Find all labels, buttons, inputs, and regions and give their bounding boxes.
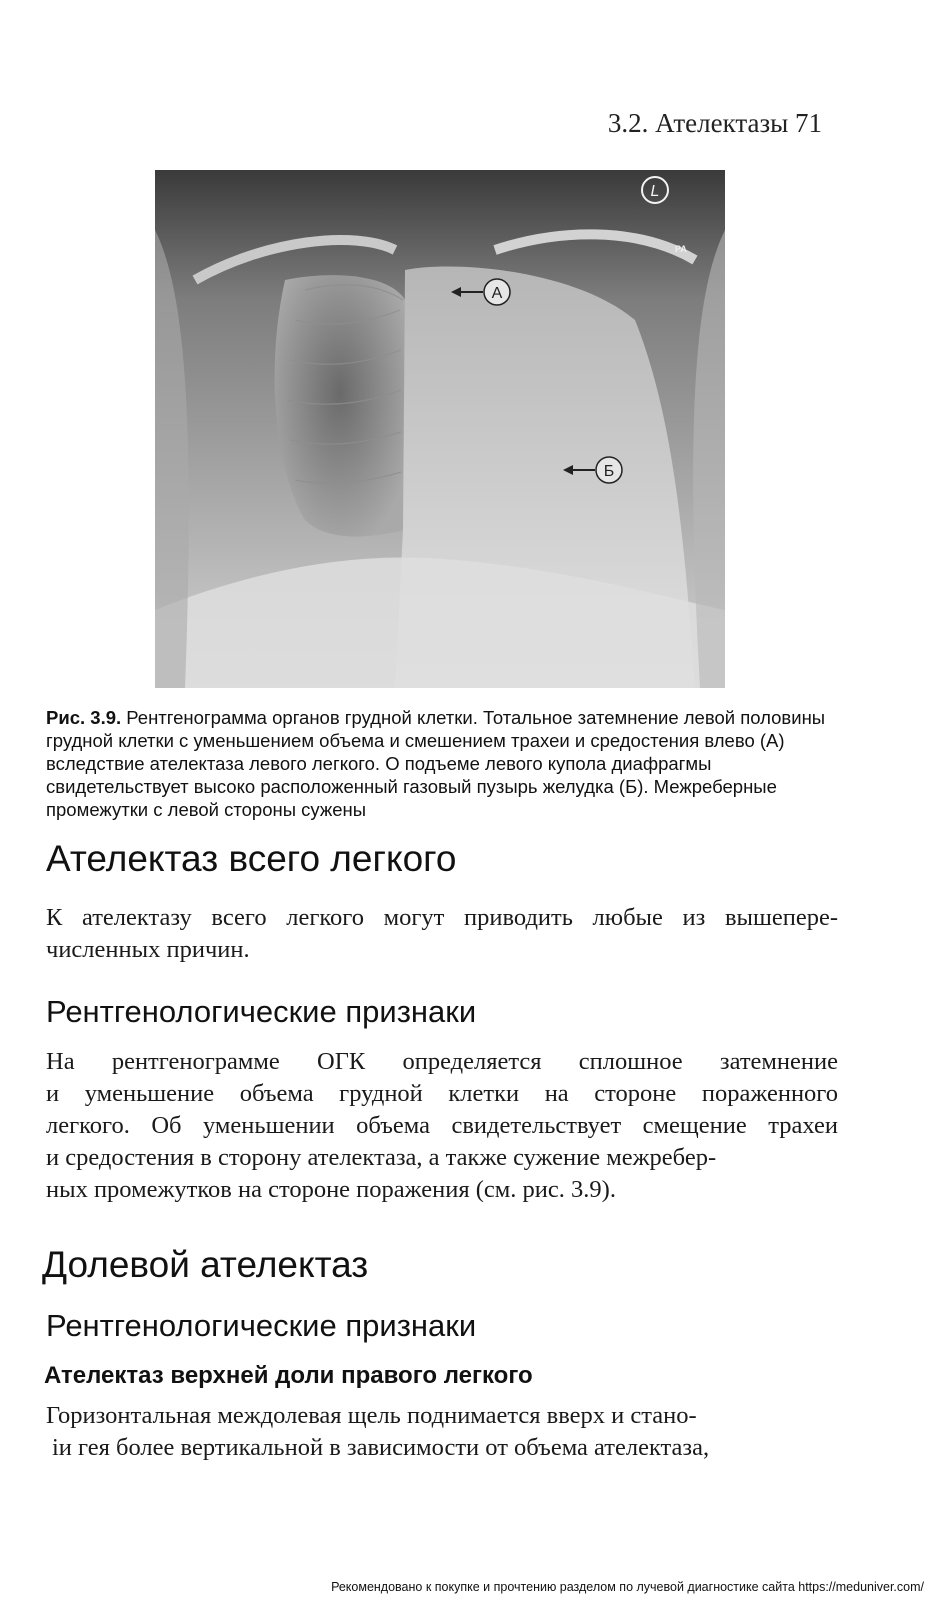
paragraph-line: На рентгенограмме ОГК определяется сплошное затемнение <box>46 1048 838 1075</box>
caption-text: Рентгенограмма органов грудной клетки. Тотальное затемнение левой половины грудной клетки с уменьшением объема и смешением трахеи и средостения влево (А) вследствие ателектаза левого легкого. О подъеме левого купола диафрагмы свидетельствует высоко расположенный газовый пузырь желудка (Б). Межреберные промежутки с левой стороны сужены <box>46 707 826 820</box>
section-heading-whole-lung: Ателектаз всего легкого <box>46 838 457 879</box>
paragraph-line: и средостения в сторону ателектаза, а также сужение межребер- <box>46 1144 717 1171</box>
figure-caption <box>46 706 836 821</box>
subheading-lobar-signs: Рентгенологические признаки <box>46 1308 477 1343</box>
paragraph-line: легкого. Об уменьшении объема свидетельствует смещение трахеи <box>46 1112 838 1139</box>
subheading-radiologic-signs: Рентгенологические признаки <box>46 994 477 1029</box>
section-heading-lobar: Долевой ателектаз <box>42 1244 369 1285</box>
paragraph-radiologic-signs <box>46 1046 838 1206</box>
paragraph-line: Горизонтальная междолевая щель поднимается вверх и стано- <box>46 1402 697 1429</box>
paragraph-line: и уменьшение объема грудной клетки на стороне пораженного <box>46 1080 838 1107</box>
chest-xray-figure <box>155 170 725 688</box>
subsubheading-right-upper-lobe: Ателектаз верхней доли правого легкого <box>44 1362 533 1389</box>
paragraph-line: ных промежутков на стороне поражения (см. рис. 3.9). <box>46 1176 616 1203</box>
arrow-b-label: Б <box>603 463 615 480</box>
paragraph-whole-lung <box>46 902 838 966</box>
paragraph-right-upper-lobe <box>46 1400 838 1464</box>
caption-label: Рис. 3.9. <box>46 707 122 728</box>
paragraph-line: іи гея более вертикальной в зависимости от объема ателектаза, <box>52 1434 710 1461</box>
running-head: 3.2. Ателектазы 71 <box>607 108 822 138</box>
arrow-a-label: A <box>491 285 503 302</box>
projection-label: PA <box>675 244 687 254</box>
paragraph-line: К ателектазу всего легкого могут приводить любые из вышепере- <box>46 904 838 931</box>
side-marker-label: L <box>650 183 660 200</box>
paragraph-line: численных причин. <box>46 936 250 963</box>
chest-xray-image <box>155 170 725 688</box>
footer-note: Рекомендовано к покупке и прочтению разделом по лучевой диагностике сайта https://meduniver.com/ <box>331 1580 924 1594</box>
